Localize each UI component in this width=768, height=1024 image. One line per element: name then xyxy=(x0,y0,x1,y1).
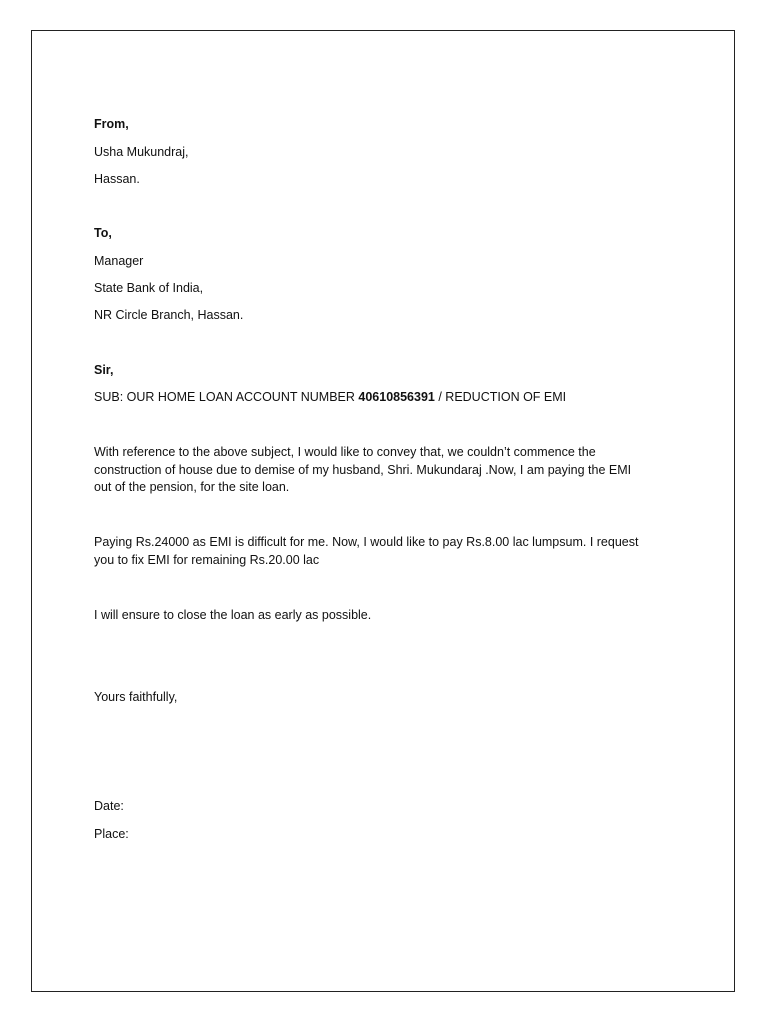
sender-name: Usha Mukundraj, xyxy=(94,145,189,159)
paragraph-line: construction of house due to demise of my husband, Shri. Mukundaraj .Now, I am paying the EMI xyxy=(94,462,632,477)
letter-page xyxy=(31,30,735,992)
closing: Yours faithfully, xyxy=(94,690,178,704)
paragraph-reference xyxy=(94,444,664,497)
to-label: To, xyxy=(94,226,112,240)
recipient-branch: NR Circle Branch, Hassan. xyxy=(94,308,244,322)
recipient-title: Manager xyxy=(94,254,144,268)
paragraph-request xyxy=(94,534,664,569)
subject-suffix: / REDUCTION OF EMI xyxy=(434,390,567,404)
paragraph-line: With reference to the above subject, I would like to convey that, we couldn’t commence the xyxy=(94,445,596,459)
subject-prefix: SUB: OUR HOME LOAN ACCOUNT NUMBER xyxy=(94,390,359,404)
sender-city: Hassan. xyxy=(94,172,140,186)
subject-line xyxy=(94,389,566,406)
salutation: Sir, xyxy=(94,363,114,377)
paragraph-assurance: I will ensure to close the loan as early as possible. xyxy=(94,608,372,622)
account-number: 40610856391 xyxy=(358,390,435,404)
paragraph-line: Paying Rs.24000 as EMI is difficult for me. Now, I would like to pay Rs.8.00 lac lumpsum. I request xyxy=(94,535,639,549)
from-label: From, xyxy=(94,117,129,131)
recipient-bank: State Bank of India, xyxy=(94,281,204,295)
paragraph-line: you to fix EMI for remaining Rs.20.00 lac xyxy=(94,552,320,567)
paragraph-line: out of the pension, for the site loan. xyxy=(94,480,290,494)
date-label: Date: xyxy=(94,799,124,813)
place-label: Place: xyxy=(94,827,129,841)
